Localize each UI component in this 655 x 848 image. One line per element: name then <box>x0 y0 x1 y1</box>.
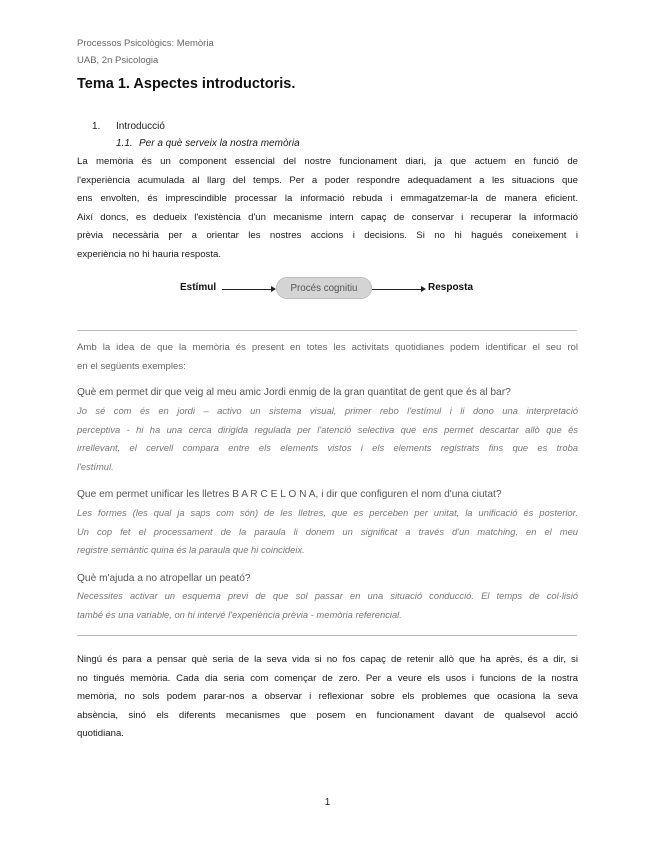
text-line: l'estímul. <box>77 460 114 472</box>
arrow-line <box>222 289 272 290</box>
example-question: Que em permet unificar les lletres B A R C E L O N A, i dir que configuren el nom d'una ciutat? <box>77 489 502 500</box>
example-answer <box>77 504 578 560</box>
page-number: 1 <box>324 797 331 808</box>
text-line: no tingués memòria. Cada dia seria com començar de zero. Per a veure els usos i funcions de la nostra <box>77 672 578 684</box>
divider <box>77 330 577 331</box>
closing-paragraph <box>77 651 578 744</box>
header-university: UAB, 2n Psicologia <box>77 55 159 66</box>
diagram-response-label: Resposta <box>428 282 474 293</box>
text-line: l'experiència acumulada al llarg del temps. Per a poder respondre adequadament a les situacions que <box>77 174 578 186</box>
text-line: Les formes (les qual ja saps com són) de les lletres, que es perceben per unitat, la unificació és posterior. <box>77 507 578 518</box>
examples-intro <box>77 339 578 376</box>
page-title: Tema 1. Aspectes introductoris. <box>77 76 296 92</box>
diagram-stimulus-label: Estímul <box>180 282 217 293</box>
text-line: en el següents exemples: <box>77 360 186 372</box>
text-line: Un cop fet el processament de la paraula li donem un significat a través d'un matching, en el meu <box>77 525 578 537</box>
example-answer <box>77 587 578 624</box>
intro-paragraph <box>77 153 578 265</box>
text-line: Ningú és para a pensar què seria de la seva vida si no fos capaç de retenir allò que ha après, és a dir, si <box>77 654 578 665</box>
divider <box>77 635 577 636</box>
header-course: Processos Psicològics: Memòria <box>77 38 214 49</box>
text-line: Necessites activar un esquema previ de que sol passar en una situació conducció. El temps de col·lisió <box>77 590 578 601</box>
text-line: absència, sinó els diferents mecanismes que posem en funcionament davant de qualsevol acció <box>77 709 578 721</box>
text-line: irrellevant, el cervell compara entre els elements vistos i els elements registrats fins que es troba <box>77 442 578 454</box>
subsection-title: Per a què serveix la nostra memòria <box>139 138 300 149</box>
process-diagram <box>180 276 480 302</box>
section-title: Introducció <box>116 121 165 132</box>
text-line: Jo sé com és en jordi – activo un sistema visual, primer rebo l'estímul i li dono una interpretació <box>77 405 578 416</box>
text-line: ens envolten, és imprescindible processar la informació rebuda i emmagatzemar-la de manera eficient. <box>77 193 578 205</box>
section-number: 1. <box>92 121 101 132</box>
arrow-right-icon <box>421 286 426 292</box>
text-line: prèvia necessària per a orientar les nostres accions i decisions. Si no hi hagués coneixement i <box>77 230 578 242</box>
text-line: també és una variable, on hi intervé l'experiència prèvia - memòria referencial. <box>77 608 402 620</box>
text-line: quotidiana. <box>77 728 124 740</box>
example-question: Què em permet dir que veig al meu amic Jordi enmig de la gran quantitat de gent que és al bar? <box>77 387 511 398</box>
text-line: registre semàntic quina és la paraula que hi coincideix. <box>77 544 305 556</box>
text-line: experiència no hi hauria resposta. <box>77 248 221 260</box>
arrow-line <box>372 289 422 290</box>
text-line: perceptiva - hi ha una cerca dirigida regulada per l'atenció selectiva que ens permet descartar allò que és <box>77 423 578 435</box>
text-line: Amb la idea de que la memòria és present en totes les activitats quotidianes podem identificar el seu rol <box>77 342 578 353</box>
example-answer <box>77 402 578 476</box>
text-line: memòria, no sols podem parar-nos a observar i reflexionar sobre els problemes que ocasiona la seva <box>77 691 578 703</box>
text-line: La memòria és un component essencial del nostre funcionament diari, ja que actuem en funció de <box>77 156 578 167</box>
subsection-number: 1.1. <box>116 138 133 149</box>
text-line: Així doncs, es dedueix l'existència d'un mecanisme intern capaç de conservar i recuperar la informació <box>77 211 578 223</box>
diagram-process-box: Procés cognitiu <box>276 277 372 299</box>
example-question: Què m'ajuda a no atropellar un peató? <box>77 573 251 584</box>
